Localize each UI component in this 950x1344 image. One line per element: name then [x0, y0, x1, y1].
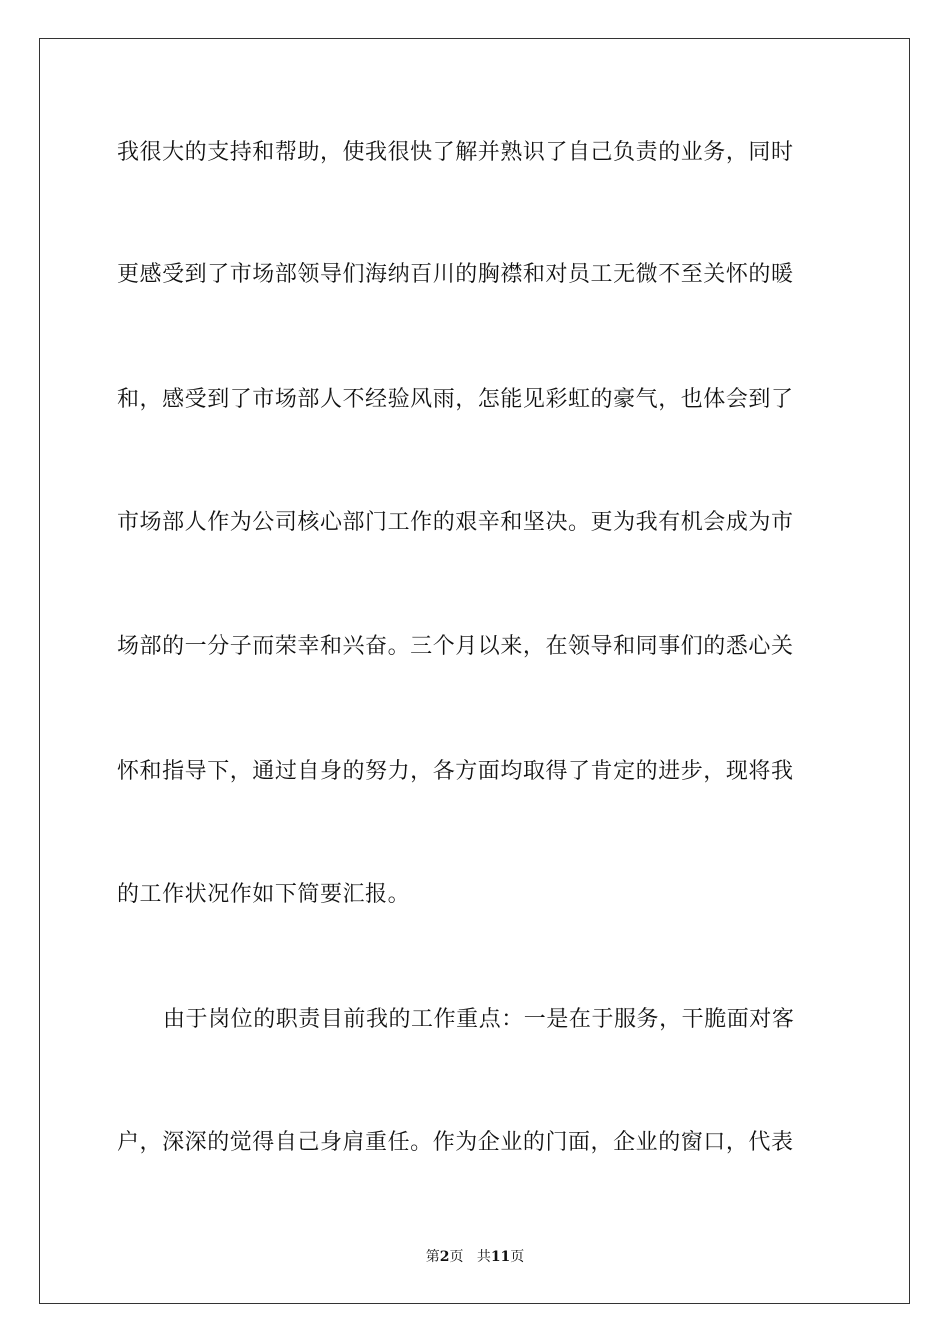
body-text-line-1: 我很大的支持和帮助，使我很快了解并熟识了自己负责的业务，同时 [117, 140, 794, 165]
footer-total-unit: 页 [510, 1249, 525, 1265]
body-text-line-3: 和，感受到了市场部人不经验风雨，怎能见彩虹的豪气，也体会到了 [117, 387, 794, 412]
page-footer [0, 1248, 950, 1266]
page-border [39, 38, 910, 1304]
body-text-line-9: 户，深深的觉得自己身肩重任。作为企业的门面，企业的窗口，代表 [117, 1130, 794, 1155]
footer-total-prefix: 共 [476, 1249, 491, 1265]
footer-total-pages: 11 [490, 1249, 511, 1265]
footer-current-page: 2 [439, 1249, 450, 1265]
body-text-line-7: 的工作状况作如下简要汇报。 [117, 882, 411, 907]
body-text-line-2: 更感受到了市场部领导们海纳百川的胸襟和对员工无微不至关怀的暖 [117, 262, 794, 287]
footer-page-unit: 页 [449, 1249, 464, 1265]
body-text-line-8: 由于岗位的职责目前我的工作重点：一是在于服务，干脆面对客 [163, 1007, 795, 1032]
footer-page-prefix: 第 [425, 1249, 440, 1265]
body-text-line-5: 场部的一分子而荣幸和兴奋。三个月以来，在领导和同事们的悉心关 [117, 634, 794, 659]
body-text-line-4: 市场部人作为公司核心部门工作的艰辛和坚决。更为我有机会成为市 [117, 510, 794, 535]
body-text-line-6: 怀和指导下，通过自身的努力，各方面均取得了肯定的进步，现将我 [117, 759, 794, 784]
